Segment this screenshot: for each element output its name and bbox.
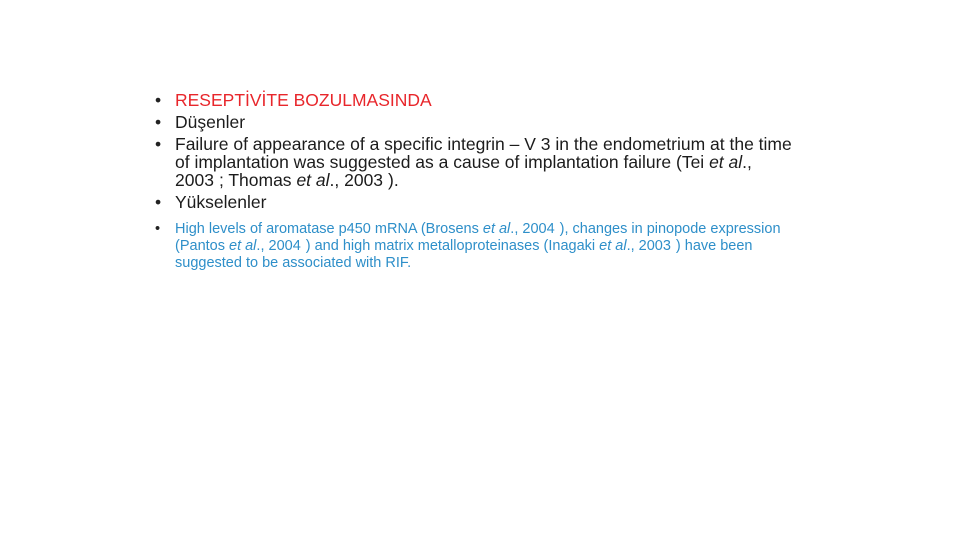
bullet-list-container bbox=[155, 91, 795, 272]
citation-year: ., 2003 bbox=[626, 238, 671, 254]
bullet-dot-icon: • bbox=[155, 112, 162, 132]
bullet-text-part: ; Thomas bbox=[218, 170, 297, 190]
italic-et-al: et al bbox=[709, 152, 743, 172]
bullet-dot-icon: • bbox=[155, 90, 162, 110]
citation-year: ., 2003 bbox=[329, 170, 384, 190]
bullet-text-part: High levels of aromatase p450 mRNA (Brosens bbox=[175, 221, 483, 237]
bullet-text-part: ). bbox=[388, 170, 399, 190]
bullet-list bbox=[155, 91, 795, 272]
citation-year: ., 2004 bbox=[256, 238, 301, 254]
italic-et-al: et al bbox=[296, 170, 330, 190]
italic-et-al: et al bbox=[599, 238, 627, 254]
bullet-text: Yükselenler bbox=[175, 192, 267, 212]
bullet-text-part: ), changes in pinopode expression (Pantos bbox=[175, 221, 781, 254]
sub-bullet-item-rif-markers bbox=[155, 221, 795, 272]
bullet-item-increasing bbox=[155, 193, 795, 211]
bullet-text: Düşenler bbox=[175, 112, 246, 132]
bullet-item-receptivity-heading bbox=[155, 91, 795, 109]
bullet-text-part: Failure of appearance of a specific integrin – V 3 in the endometrium at the time of implantation was suggested as a cause of implantation failure (Tei bbox=[175, 134, 792, 172]
citation-year: ., 2003 bbox=[175, 152, 752, 190]
bullet-dot-icon: • bbox=[155, 192, 162, 212]
italic-et-al: et al bbox=[482, 221, 511, 237]
bullet-text-part: ) have been suggested to be associated with RIF. bbox=[175, 238, 753, 271]
bullet-dot-icon: • bbox=[155, 134, 162, 154]
italic-et-al: et al bbox=[229, 238, 257, 254]
bullet-text-part: ) and high matrix metalloproteinases (Inagaki bbox=[305, 238, 600, 254]
bullet-dot-icon: • bbox=[155, 221, 161, 237]
bullet-text: RESEPTİVİTE BOZULMASINDA bbox=[175, 90, 432, 110]
bullet-item-integrin-failure bbox=[155, 135, 795, 189]
citation-year: ., 2004 bbox=[510, 221, 555, 237]
bullet-item-decreasing bbox=[155, 113, 795, 131]
